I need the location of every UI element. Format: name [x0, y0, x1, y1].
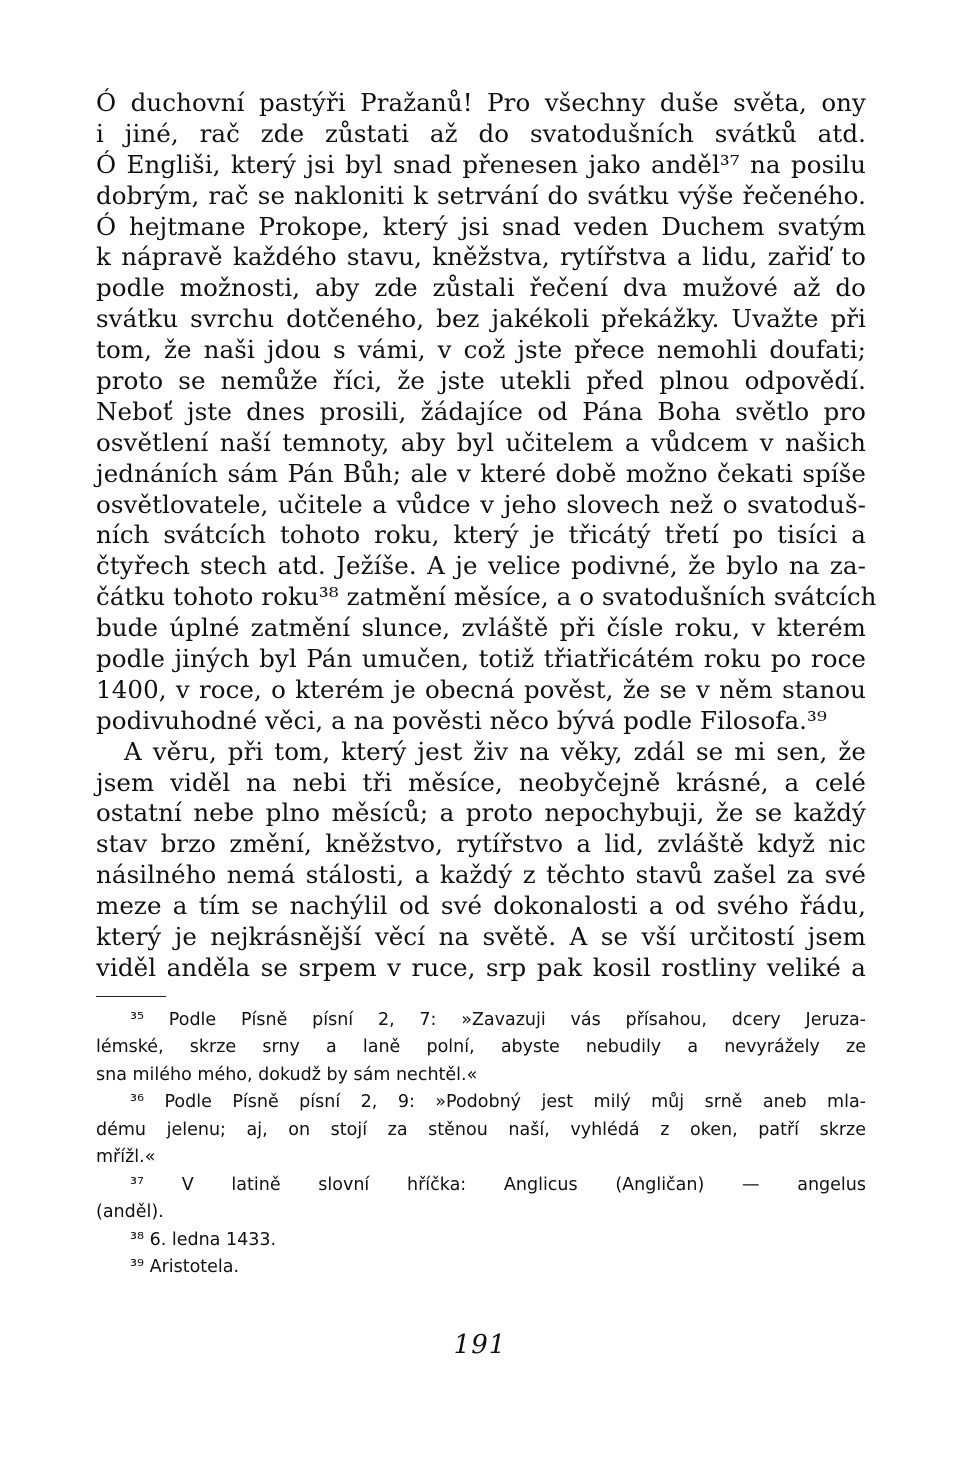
page-number: 191 — [453, 1330, 507, 1360]
text-line: dobrým, rač se nakloniti k setrvání do svátku výše řečeného. — [96, 180, 866, 210]
footnote-39 — [96, 1254, 866, 1282]
text-line: i jiné, rač zde zůstati až do svatodušních svátků atd. — [96, 118, 866, 148]
text-line: meze a tím se nachýlil od své dokonalosti a od svého řádu, — [96, 891, 866, 921]
text-line: tom, že naši jdou s vámi, v což jste přece nemohli doufati; — [96, 335, 866, 365]
footnote-38 — [96, 1227, 866, 1255]
text-line: Ó Engliši, který jsi byl snad přenesen jako anděl³⁷ na posilu — [96, 149, 866, 179]
text-line: Neboť jste dnes prosili, žádajíce od Pána Boha světlo pro — [96, 396, 866, 426]
text-line: jednáních sám Pán Bůh; ale v které době možno čekati spíše — [96, 458, 866, 488]
text-line: ních svátcích tohoto roku, který je třicátý třetí po tisíci a — [96, 520, 866, 550]
footnote-36 — [96, 1089, 866, 1172]
text-line: násilného nemá stálosti, a každý z těchto stavů zašel za své — [96, 860, 866, 890]
page-body — [96, 88, 877, 1282]
text-line: Ó duchovní pastýři Pražanů! Pro všechny duše světa, ony — [96, 88, 866, 117]
text-line: jsem viděl na nebi tři měsíce, neobyčejně krásné, a celé — [96, 767, 866, 797]
footnote-divider — [96, 996, 166, 997]
text-line: svátku svrchu dotčeného, bez jakékoli překážky. Uvažte při — [96, 304, 866, 334]
footnote-line: ³⁵ Podle Písně písní 2, 7: »Zavazuji vás přísahou, dcery Jeruza- — [130, 1009, 866, 1030]
text-line: k nápravě každého stavu, kněžstva, rytířstva a lidu, zařiď to — [96, 242, 866, 272]
text-line: osvětlení naší temnoty, aby byl učitelem a vůdcem v našich — [96, 427, 866, 457]
text-line: bude úplné zatmění slunce, zvláště při čísle roku, v kterém — [96, 613, 866, 643]
text-line: ostatní nebe plno měsíců; a proto nepochybuji, že se každý — [96, 798, 866, 828]
footnote-35 — [96, 1007, 866, 1090]
text-line: podle možnosti, aby zde zůstali řečení dva mužové až do — [96, 273, 866, 303]
footnote-line: ³⁶ Podle Písně písní 2, 9: »Podobný jest milý můj srně aneb mla- — [130, 1092, 866, 1113]
footnote-37 — [96, 1172, 866, 1227]
footnote-line: ³⁷ V latině slovní hříčka: Anglicus (Angličan) — angelus — [130, 1174, 866, 1195]
text-line: čtyřech stech atd. Ježíše. A je velice podivné, že bylo na za- — [96, 551, 866, 581]
text-line: Ó hejtmane Prokope, který jsi snad veden Duchem svatým — [96, 211, 866, 241]
text-line: A věru, při tom, který jest živ na věky, zdál se mi sen, že — [124, 736, 866, 766]
main-text — [96, 88, 877, 984]
text-line: proto se nemůže říci, že jste utekli před plnou odpovědí. — [96, 366, 866, 396]
footnote-line: mřížl.« — [96, 1147, 156, 1168]
footnote-line: ³⁹ Aristotela. — [130, 1257, 240, 1278]
text-line: 1400, v roce, o kterém je obecná pověst, že se v něm stanou — [96, 674, 866, 704]
text-line: který je nejkrásnější věcí na světě. A se vší určitostí jsem — [96, 922, 866, 952]
text-line: podivuhodné věci, a na pověsti něco bývá podle Filosofa.³⁹ — [96, 705, 827, 735]
footnote-line: dému jelenu; aj, on stojí za stěnou naší, vyhlédá z oken, patří skrze — [96, 1119, 866, 1140]
footnote-line: sna milého mého, dokudž by sám nechtěl.« — [96, 1064, 478, 1085]
text-line: čátku tohoto roku³⁸ zatmění měsíce, a o svatodušních svátcích — [96, 582, 877, 612]
text-line: podle jiných byl Pán umučen, totiž třiatřicátém roku po roce — [96, 644, 866, 674]
text-line: viděl anděla se srpem v ruce, srp pak kosil rostliny veliké a — [96, 952, 866, 982]
footnote-line: ³⁸ 6. ledna 1433. — [130, 1229, 277, 1250]
text-line: stav brzo změní, kněžstvo, rytířstvo a lid, zvláště když nic — [96, 829, 866, 859]
footnote-line: (anděl). — [96, 1202, 164, 1223]
text-line: osvětlovatele, učitele a vůdce v jeho slovech než o svatoduš- — [96, 489, 866, 519]
footnotes — [96, 1007, 866, 1282]
footnote-line: lémské, skrze srny a laně polní, abyste nebudily a nevyrážely ze — [96, 1037, 866, 1058]
